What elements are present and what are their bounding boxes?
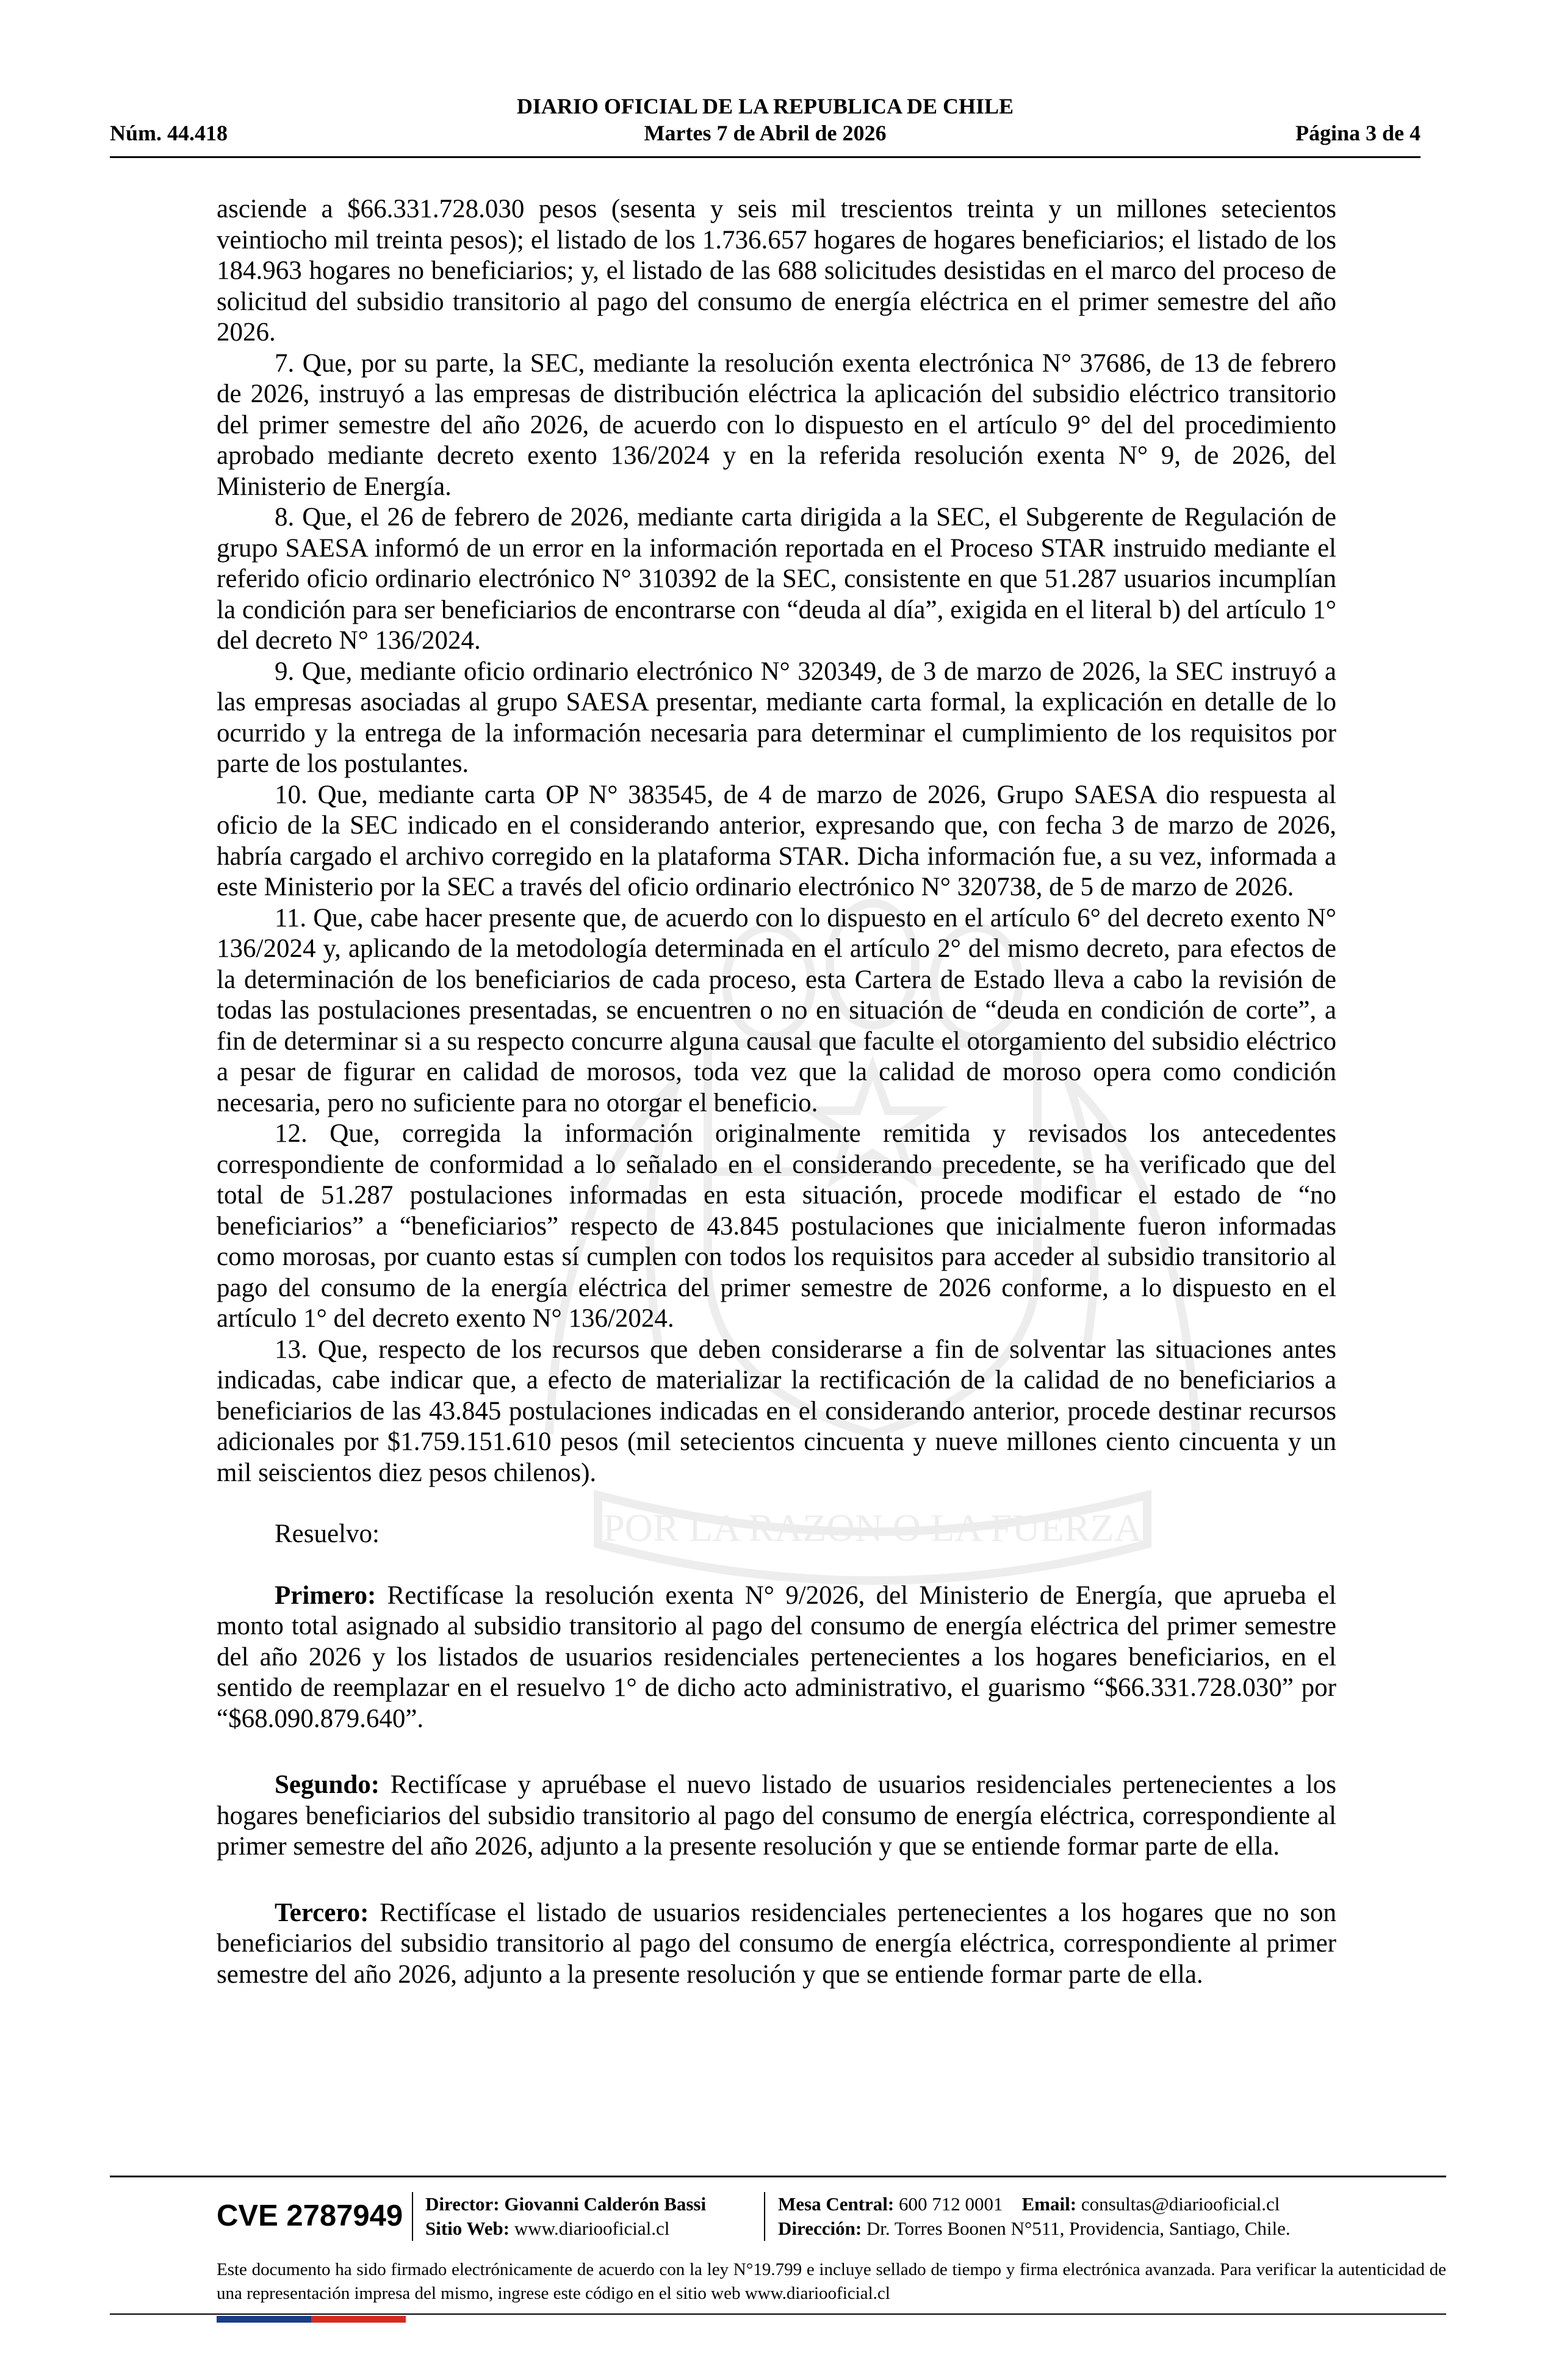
contact-block — [778, 2192, 1291, 2241]
address-value: Dr. Torres Boonen N°511, Providencia, Santiago, Chile. — [866, 2218, 1291, 2239]
cve-code: CVE 2787949 — [217, 2199, 403, 2232]
director-block — [425, 2192, 706, 2241]
mesa-label: Mesa Central: — [778, 2193, 895, 2215]
flag-stripe-red — [311, 2316, 406, 2323]
page-number: Página 3 de 4 — [1295, 121, 1421, 145]
email-label: Email: — [1021, 2193, 1077, 2215]
paragraph-13: 13. Que, respecto de los recursos que deben considerarse a fin de solventar las situaciones antes indicadas, cabe indicar que, a efecto de materializar la rectificación de la calidad de no beneficiarios a beneficiarios de las 43.845 postulaciones indicadas en el considerando anterior, procede destinar recursos adicionales por $1.759.151.610 pesos (mil setecientos cincuenta y nueve millones ciento cincuenta y un mil seiscientos diez pesos chilenos). — [217, 1335, 1336, 1487]
email-link[interactable]: consultas@diariooficial.cl — [1081, 2193, 1280, 2215]
paragraph-12: 12. Que, corregida la información originalmente remitida y revisados los antecedentes correspondiente de conformidad a lo señalado en el considerando precedente, se ha verificado que del total de 51.287 postulaciones informadas en esta situación, procede modificar el estado de “no beneficiarios” a “beneficiarios” respecto de 43.845 postulaciones que inicialmente fueron informadas como morosas, por cuanto estas sí cumplen con todos los requisitos para acceder al subsidio transitorio al pago del consumo de la energía eléctrica del primer semestre de 2026 conforme, a lo dispuesto en el artículo 1° del decreto exento N° 136/2024. — [217, 1119, 1336, 1333]
resolve-heading: Resuelvo: — [275, 1520, 380, 1548]
header-divider — [110, 156, 1421, 158]
publication-date: Martes 7 de Abril de 2026 — [644, 121, 887, 145]
paragraph-9: 9. Que, mediante oficio ordinario electrónico N° 320349, de 3 de marzo de 2026, la SEC instruyó a las empresas asociadas al grupo SAESA presentar, mediante carta formal, la explicación en detalle de lo ocurrido y la entrega de la información necesaria para determinar el cumplimiento de los requisitos por parte de los postulantes. — [217, 657, 1336, 778]
article-text: Rectifícase la resolución exenta N° 9/2026, del Ministerio de Energía, que aprueba el monto total asignado al subsidio transitorio al pago del consumo de energía eléctrica del primer semestre del año 2026 y los listados de usuarios residenciales pertenecientes a los hogares beneficiarios, en el sentido de reemplazar en el resuelvo 1° de dicho acto administrativo, el guarismo “$66.331.728.030” por “$68.090.879.640”. — [217, 1581, 1336, 1733]
article-segundo — [217, 1770, 1336, 1863]
footer-info — [217, 2192, 1446, 2241]
bottom-rule — [110, 2313, 1446, 2315]
footer-divider — [110, 2176, 1446, 2177]
article-label: Segundo: — [275, 1770, 380, 1799]
article-label: Tercero: — [275, 1898, 369, 1927]
mesa-value: 600 712 0001 — [899, 2193, 1003, 2215]
header-center — [110, 93, 1421, 146]
footer-separator — [764, 2192, 765, 2241]
article-tercero — [217, 1898, 1336, 1991]
article-primero — [217, 1581, 1336, 1735]
article-text: Rectifícase el listado de usuarios residenciales pertenecientes a los hogares que no son beneficiarios del subsidio transitorio al pago del consumo de energía eléctrica, correspondiente al primer semestre del año 2026, adjunto a la presente resolución y que se entiende formar parte de ella. — [217, 1898, 1336, 1989]
document-body — [217, 194, 1336, 1990]
signature-note: Este documento ha sido firmado electrónicamente de acuerdo con la ley N°19.799 e incluye sellado de tiempo y firma electrónica avanzada. Para verificar la autenticidad de una representación impresa del mismo, ingrese este código en el sitio web www.diariooficial.cl — [217, 2260, 1446, 2303]
motto-text: POR LA RAZON O LA FUERZA — [603, 1506, 1142, 1549]
paragraph-8: 8. Que, el 26 de febrero de 2026, mediante carta dirigida a la SEC, el Subgerente de Regulación de grupo SAESA informó de un error en la información reportada en el Proceso STAR instruido mediante el referido oficio ordinario electrónico N° 310392 de la SEC, consistente en que 51.287 usuarios incumplían la condición para ser beneficiarios de encontrarse con “deuda al día”, exigida en el literal b) del artículo 1° del decreto N° 136/2024. — [217, 503, 1336, 655]
director-label: Director: — [425, 2193, 500, 2215]
paragraph-11: 11. Que, cabe hacer presente que, de acuerdo con lo dispuesto en el artículo 6° del decreto exento N° 136/2024 y, aplicando de la metodología determinada en el artículo 2° del mismo decreto, para efectos de la determinación de los beneficiarios de cada proceso, esta Cartera de Estado lleva a cabo la revisión de todas las postulaciones presentadas, se encuentren o no en situación de “deuda en condición de corte”, a fin de determinar si a su respecto concurre alguna causal que faculte el otorgamiento del subsidio eléctrico a pesar de figurar en calidad de morosos, toda vez que la calidad de moroso opera como condición necesaria, pero no suficiente para no otorgar el beneficio. — [217, 903, 1336, 1117]
site-link[interactable]: www.diariooficial.cl — [514, 2218, 670, 2239]
footer-separator — [412, 2192, 413, 2241]
flag-stripe-blue — [217, 2316, 311, 2323]
address-label: Dirección: — [778, 2218, 862, 2239]
paragraph-10: 10. Que, mediante carta OP N° 383545, de 4 de marzo de 2026, Grupo SAESA dio respuesta al oficio de la SEC indicado en el considerando anterior, expresando que, con fecha 3 de marzo de 2026, habría cargado el archivo corregido en la plataforma STAR. Dicha información fue, a su vez, informada a este Ministerio por la SEC a través del oficio ordinario electrónico N° 320738, de 5 de marzo de 2026. — [217, 780, 1336, 901]
publication-title: DIARIO OFICIAL DE LA REPUBLICA DE CHILE — [516, 94, 1014, 118]
paragraph-continuation: asciende a $66.331.728.030 pesos (sesenta y seis mil trescientos treinta y un millones setecientos veintiocho mil treinta pesos); el listado de los 1.736.657 hogares de hogares beneficiarios; el listado de los 184.963 hogares no beneficiarios; y, el listado de las 688 solicitudes desistidas en el marco del proceso de solicitud del subsidio transitorio al pago del consumo de energía eléctrica en el primer semestre del año 2026. — [217, 195, 1336, 347]
director-name: Giovanni Calderón Bassi — [504, 2193, 707, 2215]
article-text: Rectifícase y apruébase el nuevo listado de usuarios residenciales pertenecientes a los hogares beneficiarios del subsidio transitorio al pago del consumo de energía eléctrica, correspondiente al primer semestre del año 2026, adjunto a la presente resolución y que se entiende formar parte de ella. — [217, 1770, 1336, 1861]
page-header — [110, 93, 1421, 161]
site-label: Sitio Web: — [425, 2218, 510, 2239]
paragraph-7: 7. Que, por su parte, la SEC, mediante la resolución exenta electrónica N° 37686, de 13 de febrero de 2026, instruyó a las empresas de distribución eléctrica la aplicación del subsidio eléctrico transitorio del primer semestre del año 2026, de acuerdo con lo dispuesto en el artículo 9° del del procedimiento aprobado mediante decreto exento 136/2024 y en la referida resolución exenta N° 9, de 2026, del Ministerio de Energía. — [217, 348, 1336, 501]
issue-number: Núm. 44.418 — [110, 121, 228, 145]
article-label: Primero: — [275, 1581, 376, 1610]
